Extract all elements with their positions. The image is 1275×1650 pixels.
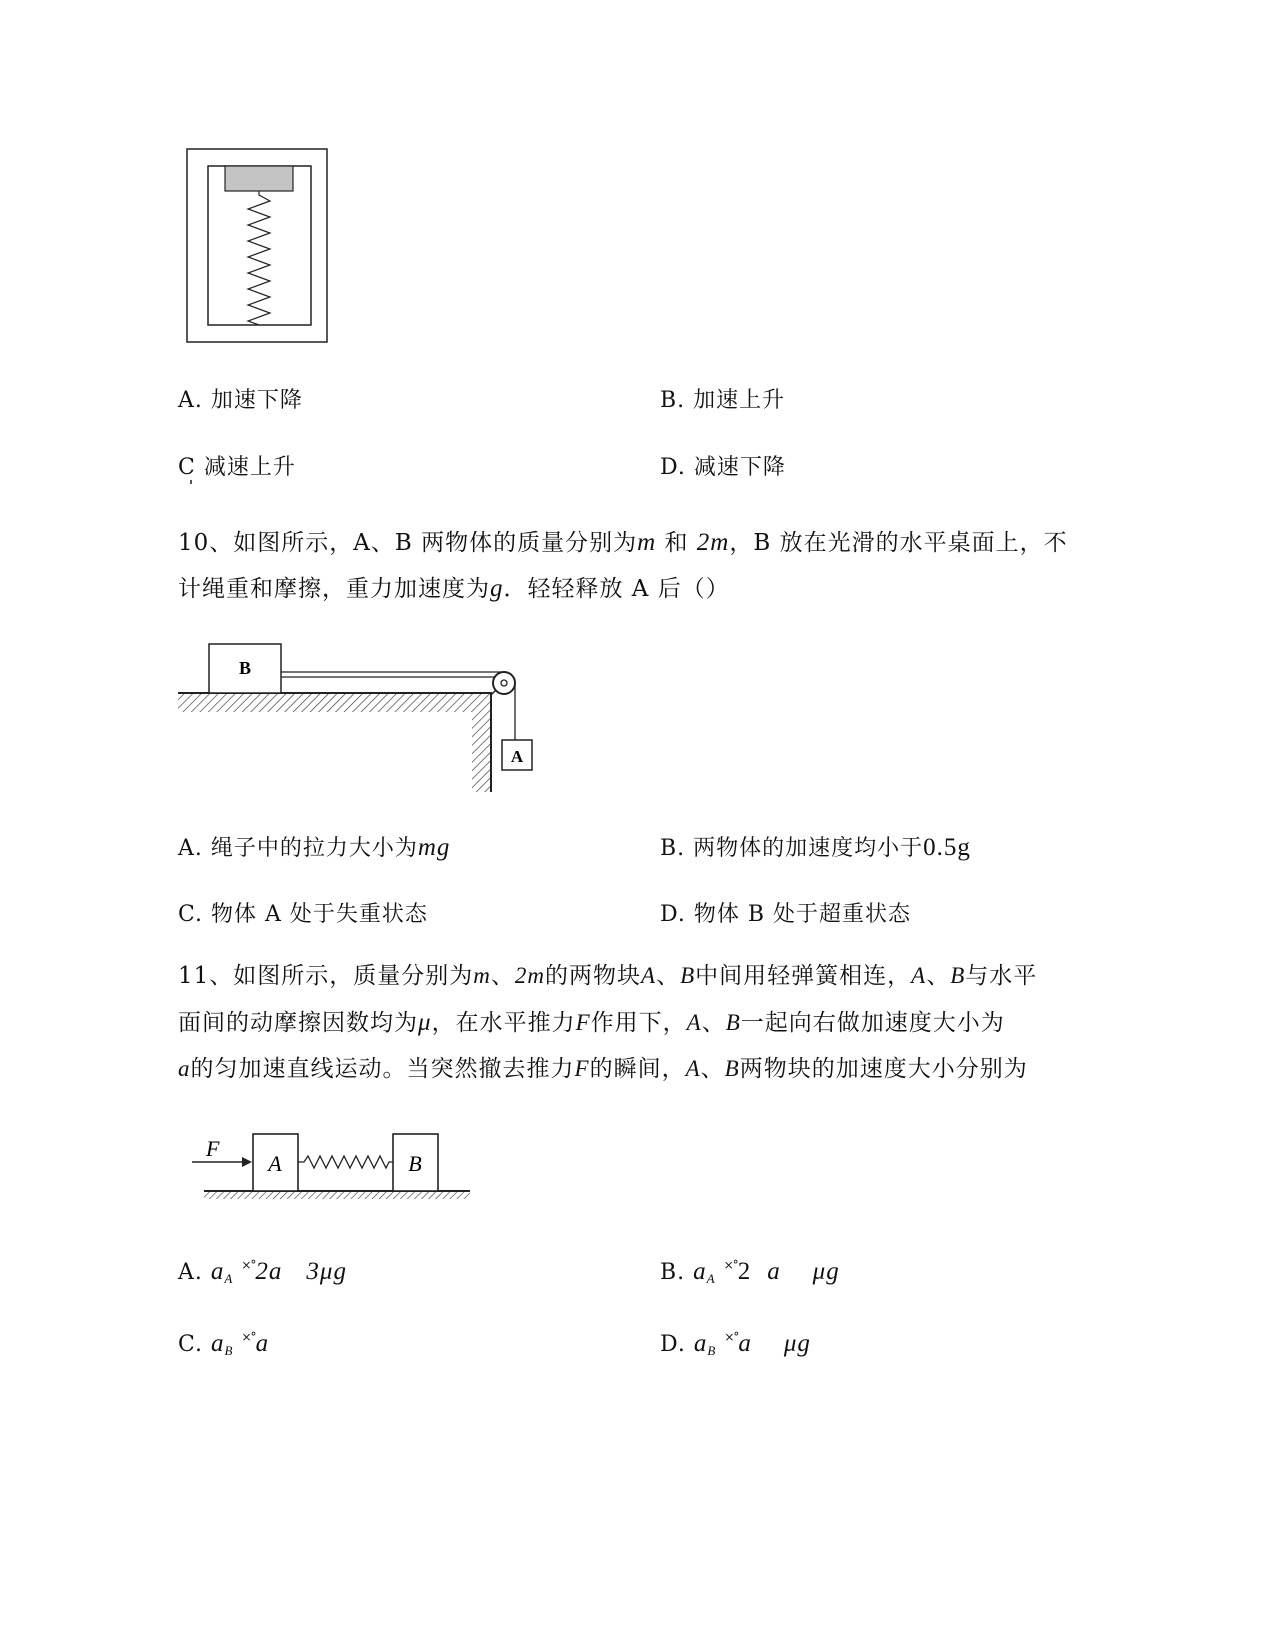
q10-line-2: 计绳重和摩擦，重力加速度为g．轻轻释放 A 后（）	[178, 575, 730, 602]
weight-block	[225, 166, 293, 191]
spring-blocks-figure	[188, 1128, 478, 1204]
q10-option-c: C. 物体 A 处于失重状态	[178, 902, 428, 927]
q11-number: 11、	[178, 963, 234, 989]
block-a-label: A	[510, 747, 524, 766]
q11-option-a: A. $a_A$ ×°2a 3μg	[178, 1258, 347, 1286]
q11-line-1: 11、如图所示，质量分别为m、2m的两物块A、B中间用轻弹簧相连，A、B与水平	[178, 963, 1038, 989]
q9-option-d: D. 减速下降	[660, 455, 786, 480]
q11-line-3: a的匀加速直线运动。当突然撤去推力F的瞬间，A、B两物块的加速度大小分别为	[178, 1056, 1028, 1082]
q10-line-1: 10、如图所示，A、B 两物体的质量分别为m 和 2m，B 放在光滑的水平桌面上，不	[178, 529, 1068, 556]
q10-option-d: D. 物体 B 处于超重状态	[660, 902, 911, 927]
block-b-label: B	[238, 658, 252, 678]
q9-option-c: C 减速上升	[178, 455, 296, 480]
q10-option-a: A. 绳子中的拉力大小为mg	[178, 834, 451, 861]
q11-option-b: B. $a_A$ ×°2 a μg	[660, 1258, 840, 1286]
q9-option-a: A. 加速下降	[178, 388, 303, 413]
q11-option-c: C. $a_B$ ×°a	[178, 1330, 270, 1358]
pulley-figure	[178, 640, 538, 800]
q11-option-d: D. $a_B$ ×°a μg	[660, 1330, 811, 1358]
stray-mark	[190, 480, 192, 484]
q10-number: 10、	[178, 530, 234, 556]
force-label: F	[206, 1136, 220, 1161]
block-b-label: B	[408, 1151, 422, 1176]
spring	[248, 191, 270, 325]
spring	[298, 1156, 393, 1168]
q11-line-2: 面间的动摩擦因数均为μ，在水平推力F作用下，A、B一起向右做加速度大小为	[178, 1009, 1005, 1036]
q9-option-b: B. 加速上升	[660, 388, 786, 413]
spring-box-figure	[186, 148, 330, 346]
q10-option-b: B. 两物体的加速度均小于0.5g	[660, 834, 971, 861]
block-a-label: A	[268, 1151, 282, 1176]
